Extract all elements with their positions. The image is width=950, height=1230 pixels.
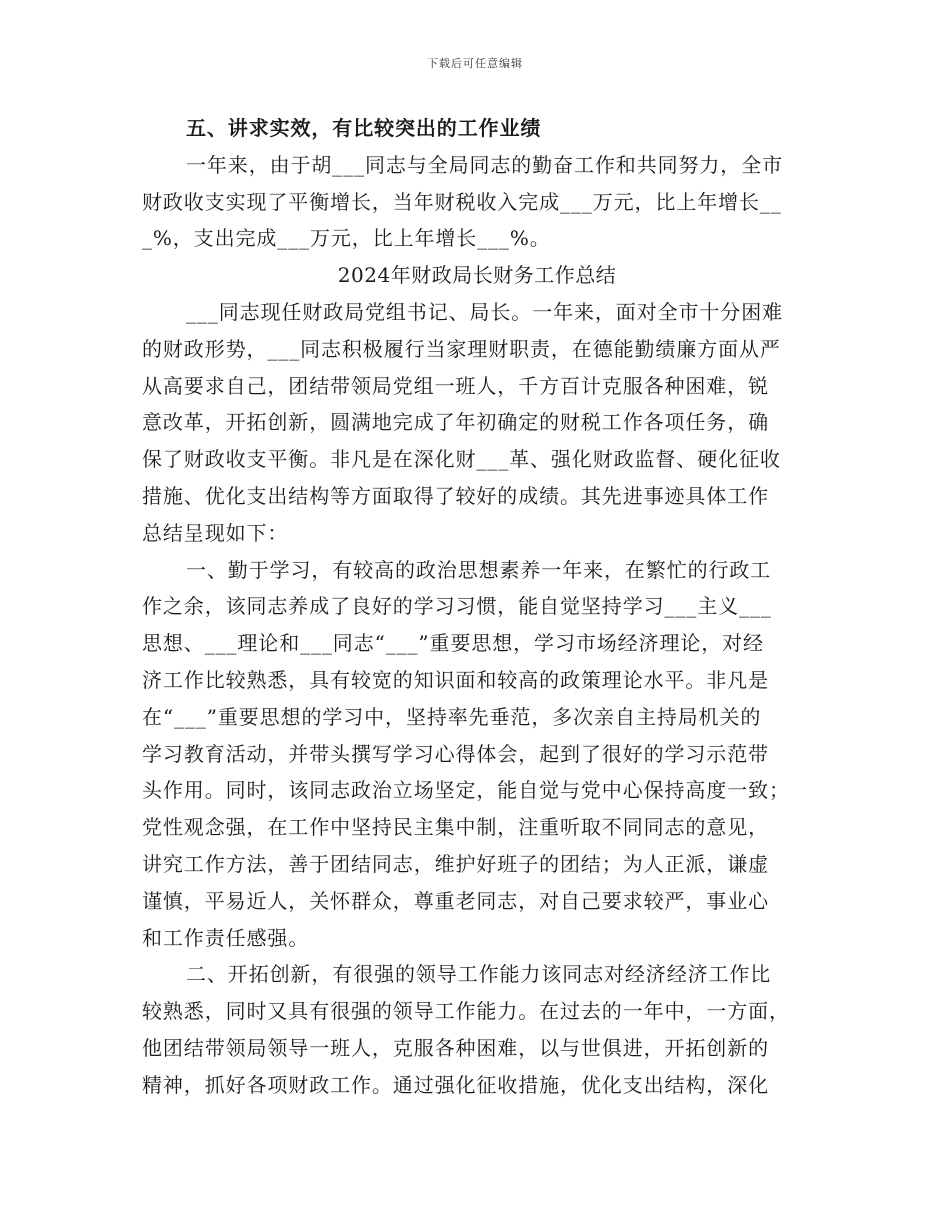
paragraph-line: 讲究工作方法，善于团结同志，维护好班子的团结；为人正派，谦虚 xyxy=(142,851,769,876)
paragraph-line: 思想、___理论和___同志“___”重要思想，学习市场经济理论，对经 xyxy=(142,631,764,656)
paragraph-line: 谨慎，平易近人，关怀群众，尊重老同志，对自己要求较严，事业心 xyxy=(142,888,769,913)
paragraph-line: 措施、优化支出结构等方面取得了较好的成绩。其先进事迹具体工作 xyxy=(142,483,769,508)
paragraph-line: 总结呈现如下： xyxy=(142,520,289,545)
paragraph-line: 二、开拓创新，有很强的领导工作能力该同志对经济经济工作比 xyxy=(186,962,772,987)
paragraph-line: ___同志现任财政局党组书记、局长。一年来，面对全市十分困难 xyxy=(186,299,783,324)
paragraph-line: 意改革，开拓创新，圆满地完成了年初确定的财税工作各项任务，确 xyxy=(142,410,769,435)
paragraph-line: 作之余，该同志养成了良好的学习习惯，能自觉坚持学习___主义___ xyxy=(142,594,772,619)
document-title: 2024年财政局长财务工作总结 xyxy=(337,263,617,288)
header-note: 下载后可任意编辑 xyxy=(427,57,523,70)
paragraph-line: 在“___”重要思想的学习中，坚持率先垂范，多次亲自主持局机关的 xyxy=(142,704,762,729)
paragraph-line: 他团结带领局领导一班人，克服各种困难，以与世俱进，开拓创新的 xyxy=(142,1035,769,1060)
paragraph-line: 一、勤于学习，有较高的政治思想素养一年来，在繁忙的行政工 xyxy=(186,557,772,582)
paragraph-line: _%，支出完成___万元，比上年增长___%。 xyxy=(142,226,551,251)
paragraph-line: 济工作比较熟悉，具有较宽的知识面和较高的政策理论水平。非凡是 xyxy=(142,667,769,692)
paragraph-line: 较熟悉，同时又具有很强的领导工作能力。在过去的一年中，一方面， xyxy=(142,999,790,1024)
document-body xyxy=(142,110,812,1104)
paragraph-line: 财政收支实现了平衡增长，当年财税收入完成___万元，比上年增长__ xyxy=(142,189,782,214)
paragraph-line: 精神，抓好各项财政工作。通过强化征收措施，优化支出结构，深化 xyxy=(142,1072,769,1097)
section-heading-5: 五、讲求实效，有比较突出的工作业绩 xyxy=(186,116,542,140)
paragraph-line: 从高要求自己，团结带领局党组一班人，千方百计克服各种困难，锐 xyxy=(142,373,769,398)
paragraph-line: 的财政形势，___同志积极履行当家理财职责，在德能勤绩廉方面从严 xyxy=(142,336,781,361)
paragraph-line: 党性观念强，在工作中坚持民主集中制，注重听取不同同志的意见， xyxy=(142,815,769,840)
paragraph-line: 保了财政收支平衡。非凡是在深化财___革、强化财政监督、硬化征收 xyxy=(142,447,781,472)
paragraph-line: 一年来，由于胡___同志与全局同志的勤奋工作和共同努力，全市 xyxy=(186,152,783,177)
paragraph-line: 学习教育活动，并带头撰写学习心得体会，起到了很好的学习示范带 xyxy=(142,741,769,766)
paragraph-line: 和工作责任感强。 xyxy=(142,925,310,950)
paragraph-line: 头作用。同时，该同志政治立场坚定，能自觉与党中心保持高度一致； xyxy=(142,778,790,803)
